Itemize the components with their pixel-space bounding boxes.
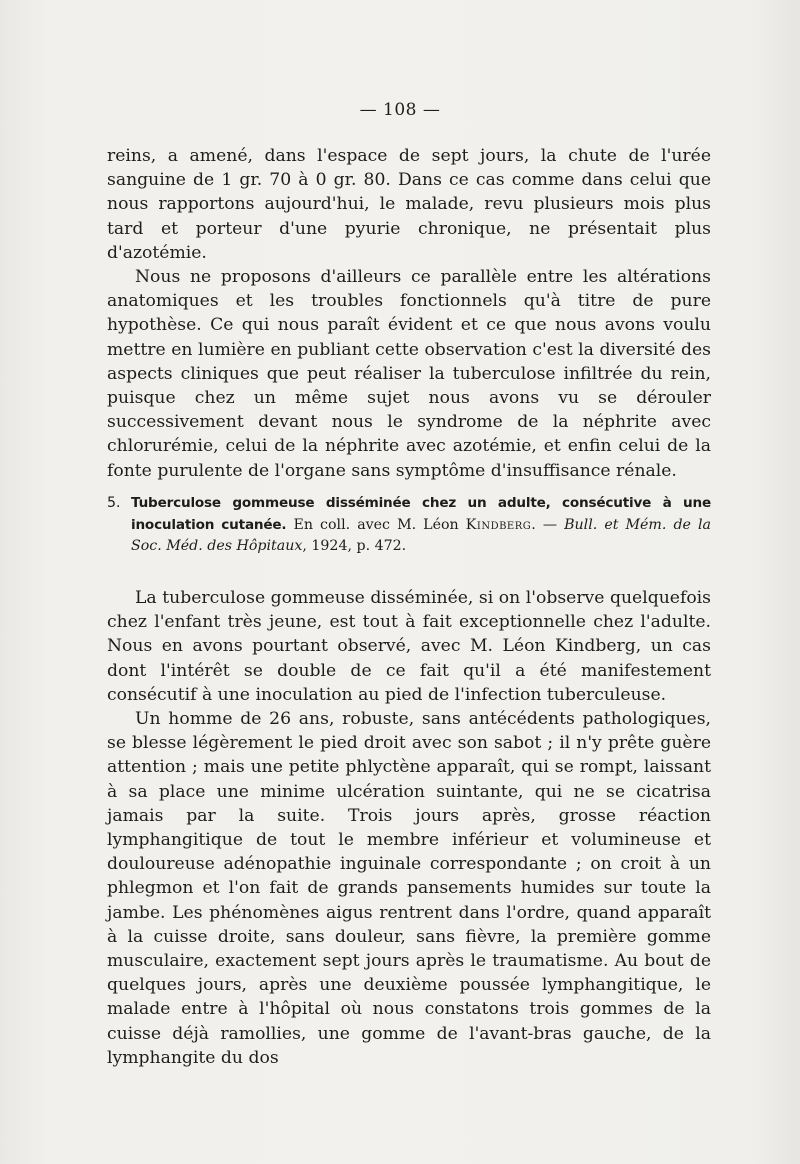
entry-coauthor-name: Kindberg: [465, 516, 532, 533]
entry-journal: Bull. et Mém. de la Soc. Méd. des Hôpitaux: [131, 516, 711, 554]
entry-number: 5.: [107, 495, 121, 511]
paragraph: La tuberculose gommeuse disséminée, si on l'observe quelquefois chez l'enfant très jeune, est tout à fait exceptionnelle chez l'adulte. Nous en avons pourtant observé, avec M. Léon Kindberg, un cas dont l'intérêt se double de ce fait qu'il a été manifestement consécutif à une inoculation au pied de l'infection tuberculeuse.: [107, 588, 711, 705]
entry-coauthor-prefix: En coll. avec M. Léon: [293, 516, 459, 533]
page-number: — 108 —: [359, 100, 441, 120]
bibliography-entry: [107, 493, 711, 558]
entry-dash: . —: [531, 516, 558, 533]
entry-title: Tuberculose gommeuse disséminée chez un adulte, consécutive à une inoculation cutanée.: [131, 495, 711, 533]
continued-paragraph: reins, a amené, dans l'espace de sept jours, la chute de l'urée sanguine de 1 gr. 70 à 0 gr. 80. Dans ce cas comme dans celui que nous rapportons aujourd'hui, le malade, revu plusieurs mois plus tard et porteur d'une pyurie chronique, ne présentait plus d'azotémie.: [107, 146, 711, 263]
paragraph: Un homme de 26 ans, robuste, sans antécédents pathologiques, se blesse légèrement le pied droit avec son sabot ; il n'y prête guère attention ; mais une petite phlyctène apparaît, qui se rompt, laissant à sa place une minime ulcération suintante, qui ne se cicatrisa jamais par la suite. Trois jours après, grosse réaction lymphangitique de tout le membre inférieur et volumineuse et douloureuse adénopathie inguinale correspondante ; on croit à un phlegmon et l'on fait de grands pansements humides sur toute la jambe. Les phénomènes aigus rentrent dans l'ordre, quand apparaît à la cuisse droite, sans douleur, sans fièvre, la première gomme musculaire, exactement sept jours après le traumatisme. Au bout de quelques jours, après une deuxième poussée lymphangitique, le malade entre à l'hôpital où nous constatons trois gommes de la cuisse déjà ramollies, une gomme de l'avant-bras gauche, de la lymphangite du dos: [107, 709, 711, 1068]
text-block-top: [107, 144, 711, 483]
entry-citation: , 1924, p. 472.: [302, 538, 407, 554]
paragraph: Nous ne proposons d'ailleurs ce parallèle entre les altérations anatomiques et les troubles fonctionnels qu'à titre de pure hypothèse. Ce qui nous paraît évident et ce que nous avons voulu mettre en lumière en publiant cette observation c'est la diversité des aspects cliniques que peut réaliser la tuberculose infiltrée du rein, puisque chez un même sujet nous avons vu se dérouler successivement devant nous le syndrome de la néphrite avec chlorurémie, celui de la néphrite avec azotémie, et enfin celui de la fonte purulente de l'organe sans symptôme d'insuffisance rénale.: [107, 267, 711, 481]
text-block-bottom: [107, 586, 711, 1070]
